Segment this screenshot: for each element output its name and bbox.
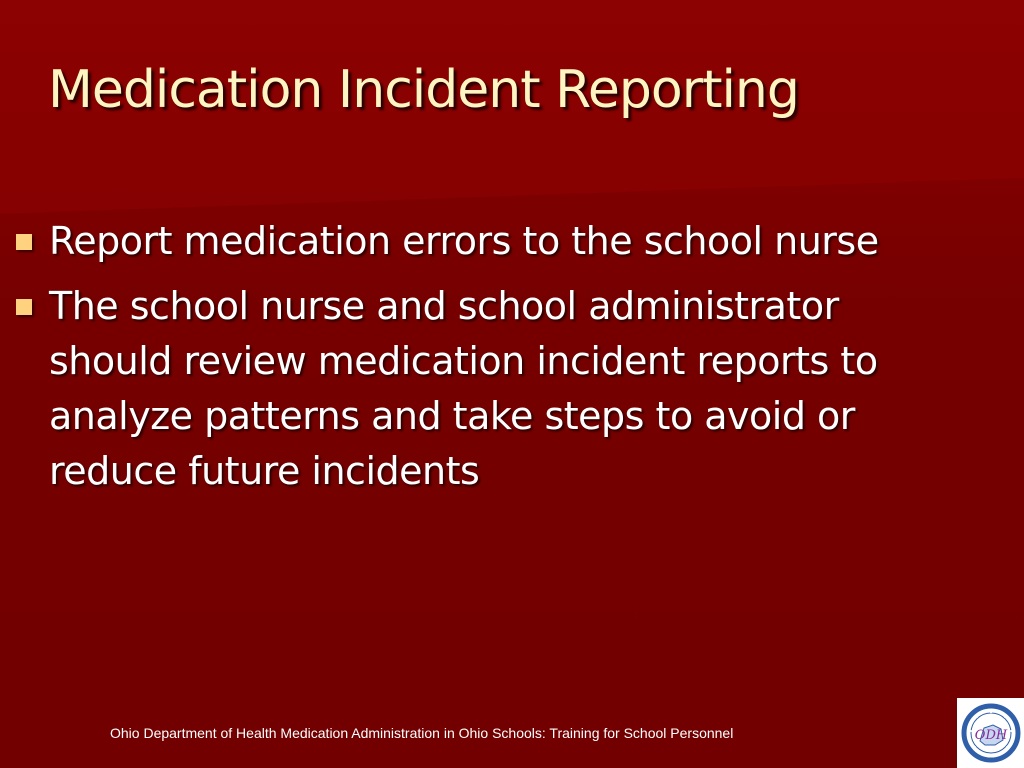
square-bullet-icon (16, 234, 32, 250)
bullet-text: Report medication errors to the school nurse (49, 219, 879, 263)
bullet-text: The school nurse and school administrator should review medication incident reports to analyze patterns and take steps to avoid or reduce future incidents (49, 284, 878, 493)
slide-footer: Ohio Department of Health Medication Administration in Ohio Schools: Training for School Personnel (110, 725, 734, 741)
svg-text:ODH: ODH (974, 728, 1008, 743)
bullet-list (12, 214, 912, 509)
odh-seal-icon (957, 698, 1024, 768)
square-bullet-icon (16, 299, 32, 315)
odh-logo (957, 698, 1024, 768)
bullet-item (12, 279, 912, 499)
bullet-item (12, 214, 912, 269)
slide-title: Medication Incident Reporting (48, 60, 799, 120)
